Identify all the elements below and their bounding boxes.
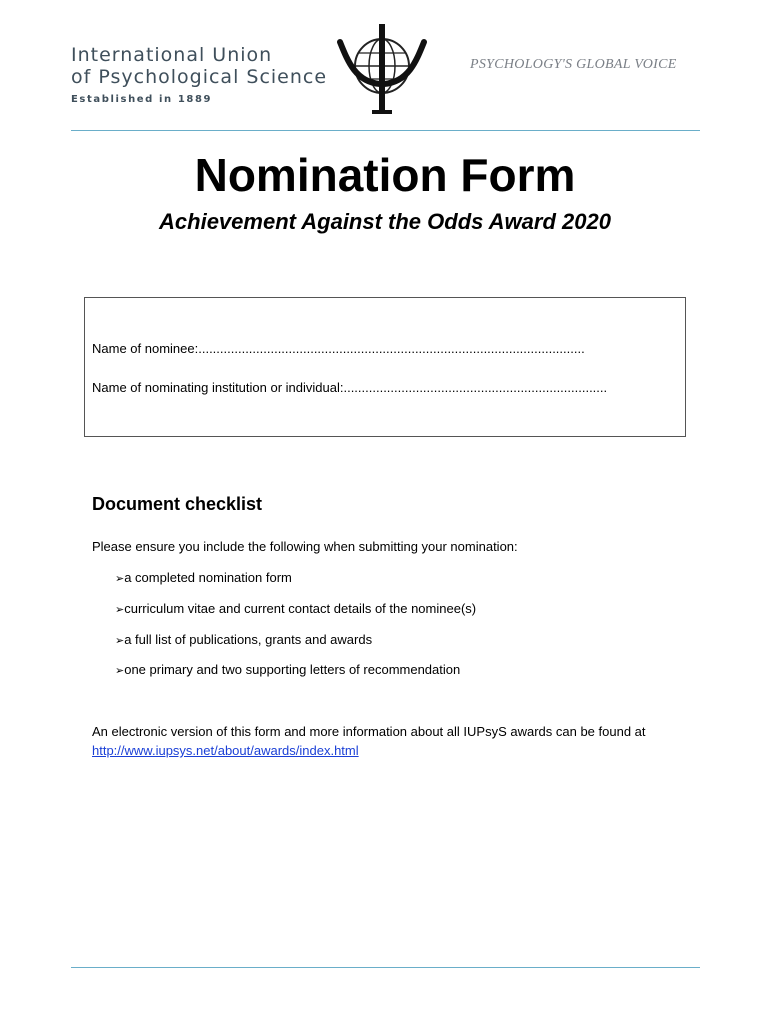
checklist-intro: Please ensure you include the following when submitting your nomination:	[92, 539, 518, 554]
checklist-heading: Document checklist	[92, 494, 263, 514]
arrow-bullet-icon: ➢	[115, 634, 125, 647]
checklist-item: ➢a full list of publications, grants and awards	[115, 632, 373, 647]
psi-globe-icon	[336, 22, 428, 118]
nominee-name-field[interactable]	[92, 341, 662, 356]
nominee-name-label: Name of nominee:	[92, 341, 199, 356]
page-title: Nomination Form	[194, 149, 576, 201]
footer-info-text: An electronic version of this form and more information about all IUPsyS awards can be found at	[92, 724, 646, 739]
nominating-institution-blank[interactable]: .........................................................................	[343, 380, 608, 395]
established-date: Established in 1889	[71, 94, 213, 105]
nomination-fields-box	[84, 297, 686, 437]
page-header	[0, 0, 770, 130]
nominee-name-blank[interactable]: ...........................................................................................................	[198, 341, 585, 356]
nominating-institution-field[interactable]	[92, 380, 662, 395]
arrow-bullet-icon: ➢	[115, 664, 125, 677]
awards-page-link[interactable]: http://www.iupsys.net/about/awards/index.html	[92, 743, 359, 758]
nominating-institution-label: Name of nominating institution or individual:	[92, 380, 344, 395]
checklist-item: ➢curriculum vitae and current contact details of the nominee(s)	[115, 601, 477, 616]
motto-tagline: PSYCHOLOGY'S GLOBAL VOICE	[470, 57, 677, 72]
arrow-bullet-icon: ➢	[115, 572, 125, 585]
award-subtitle: Achievement Against the Odds Award 2020	[159, 209, 611, 234]
footer-divider	[71, 967, 700, 968]
organization-name	[71, 44, 327, 105]
footer-info	[92, 722, 692, 760]
org-name-line-1: International Union	[71, 44, 273, 66]
checklist-item: ➢a completed nomination form	[115, 570, 292, 585]
header-divider	[71, 130, 700, 131]
org-name-line-2: of Psychological Science	[71, 66, 328, 88]
arrow-bullet-icon: ➢	[115, 603, 125, 616]
checklist-item: ➢one primary and two supporting letters of recommendation	[115, 662, 461, 677]
